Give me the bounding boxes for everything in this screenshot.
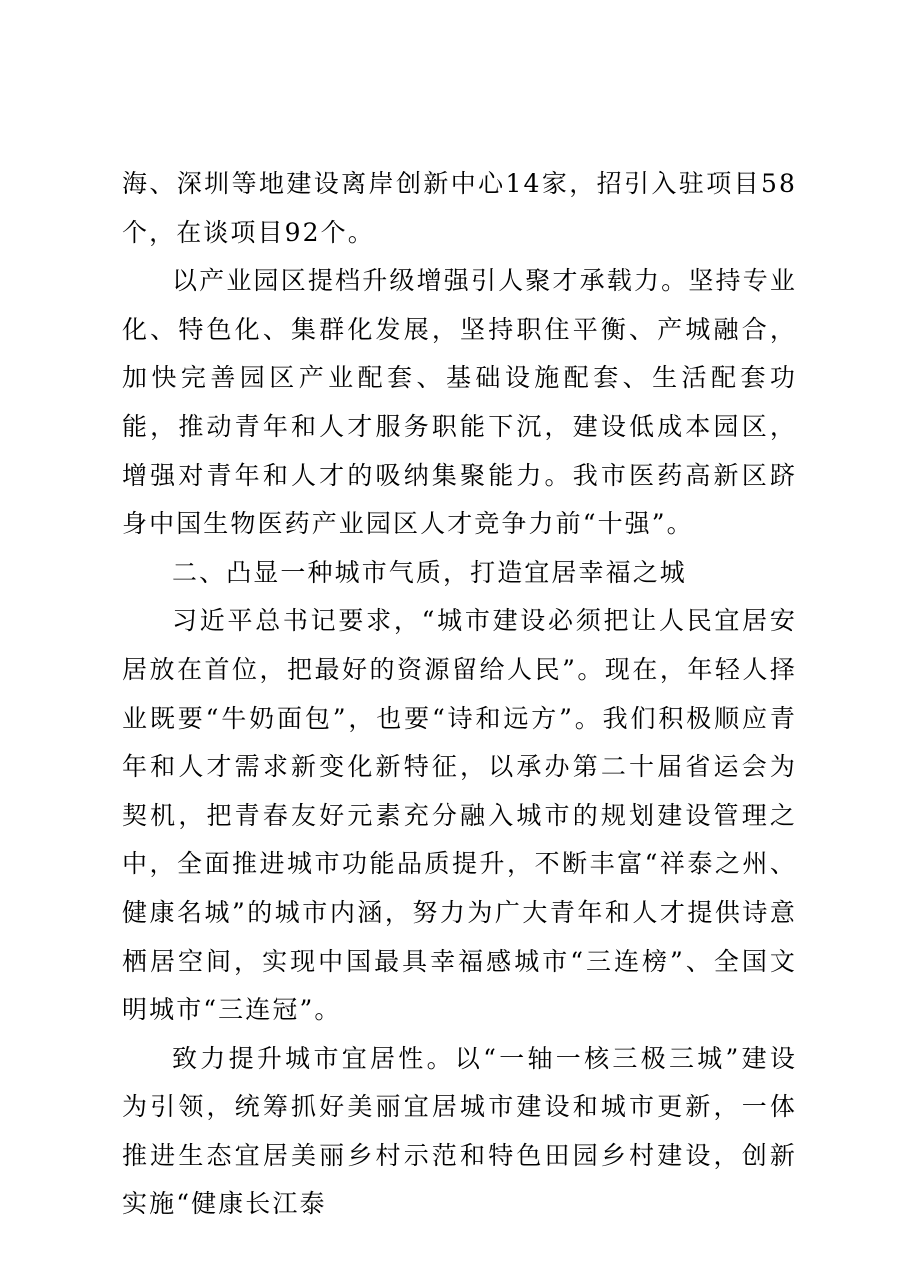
document-body [122,160,797,1229]
paragraph-livable-city: 习近平总书记要求，“城市建设必须把让人民宜居安居放在首位，把最好的资源留给人民”。现在，年轻人择业既要“牛奶面包”，也要“诗和远方”。我们积极顺应青年和人才需求新变化新特征，以承办第二十届省运会为契机，把青春友好元素充分融入城市的规划建设管理之中，全面推进城市功能品质提升，不断丰富“祥泰之州、健康名城”的城市内涵，努力为广大青年和人才提供诗意栖居空间，实现中国最具幸福感城市“三连榜”、全国文明城市“三连冠”。 [122,606,797,1025]
paragraph-city-livability: 致力提升城市宜居性。以“一轴一核三极三城”建设为引领，统筹抓好美丽宜居城市建设和城市更新，一体推进生态宜居美丽乡村示范和特色田园乡村建设，创新实施“健康长江泰 [122,1043,797,1219]
paragraph-industrial-parks: 以产业园区提档升级增强引人聚才承载力。坚持专业化、特色化、集群化发展，坚持职住平衡、产城融合，加快完善园区产业配套、基础设施配套、生活配套功能，推动青年和人才服务职能下沉，建设低成本园区，增强对青年和人才的吸纳集聚能力。我市医药高新区跻身中国生物医药产业园区人才竞争力前“十强”。 [122,266,797,539]
paragraph-continuation: 海、深圳等地建设离岸创新中心14家，招引入驻项目58个，在谈项目92个。 [122,169,797,247]
section-heading: 二、凸显一种城市气质，打造宜居幸福之城 [172,557,687,587]
